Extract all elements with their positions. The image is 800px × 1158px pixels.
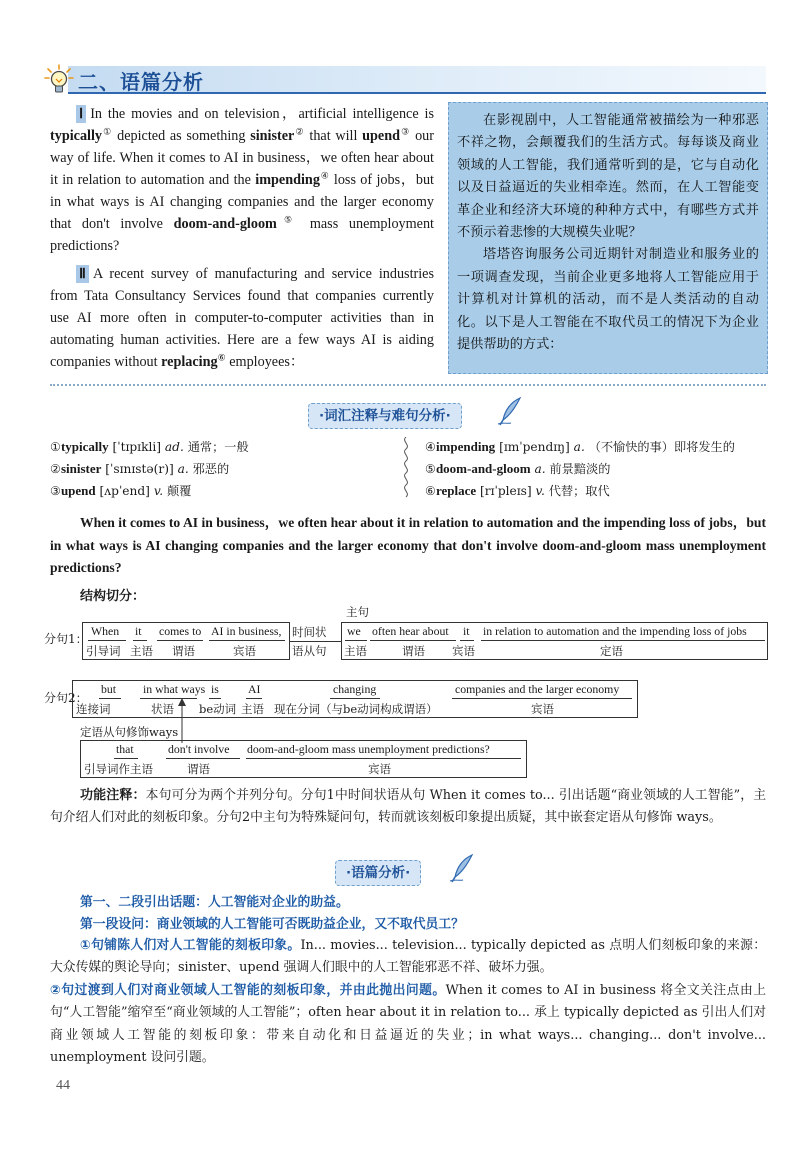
word-ai-in-business: AI in business, bbox=[211, 624, 282, 638]
vocab-section-title: ·词汇注释与难句分析· bbox=[308, 403, 462, 429]
underline bbox=[133, 640, 147, 641]
role-predicate: 谓语 bbox=[172, 644, 195, 658]
underline bbox=[99, 698, 121, 699]
label-adverbial-clause: 语从句 bbox=[292, 644, 327, 658]
word-it-object: it bbox=[463, 624, 470, 638]
vocab-entry: ③upend [ʌpˈend] v. 颠覆 bbox=[50, 483, 192, 498]
role-adverbial: 状语 bbox=[151, 702, 174, 716]
word-we: we bbox=[347, 624, 361, 638]
analysis-paragraph-1: ①句铺陈人们对人工智能的刻板印象。In... movies... television... typically depicted as 点明人们刻板印象的来源：大众传媒的舆论导向；sinister、upend 强调人们眼中的人工智能邪恶不祥、破坏力强。 ②句过渡到人们对商业领域人工智能的刻板印象，并由此抛出问题。When it comes to AI in business 将全文关注点由上句“人工智能”缩窄至“商业领域的人工智能”；often hear about it in relation to... 承上 typically depicted as 引出人们对商业领域人工智能的刻板印象：带来自动化和日益逼近的失业；in what ways... changing... don't involve... unemployment 设问引题。 bbox=[50, 938, 766, 1066]
role-guide-word: 引导词 bbox=[86, 644, 121, 658]
underline bbox=[246, 758, 521, 759]
underline bbox=[114, 758, 138, 759]
role-object: 宾语 bbox=[233, 644, 256, 658]
vocab-entry: ①typically [ˈtɪpɪkli] ad. 通常；一般 bbox=[50, 439, 249, 454]
paragraph-2-text: A recent survey of manufacturing and service industries from Tata Consultancy Services found that companies currently use AI more often in computer-to-computer activities than in automating human activities. Here are a few ways AI is aiding companies without replacing⑥ employees： bbox=[50, 266, 434, 370]
keyword: upend bbox=[362, 128, 400, 144]
clause-2-label: 分句2： bbox=[44, 691, 88, 705]
keyword: replacing bbox=[161, 354, 218, 370]
paragraph-2 bbox=[50, 263, 434, 373]
underline bbox=[481, 640, 765, 641]
lightbulb-icon bbox=[44, 64, 74, 96]
clause-1-label: 分句1： bbox=[44, 632, 88, 646]
underline bbox=[166, 758, 240, 759]
word-dont-involve: don't involve bbox=[168, 742, 230, 756]
keyword: doom-and-gloom bbox=[173, 216, 277, 232]
vocab-list-left bbox=[50, 436, 249, 502]
english-passage bbox=[50, 103, 434, 379]
word-that: that bbox=[116, 742, 134, 756]
role-guide-subject: 引导词作主语 bbox=[84, 762, 153, 776]
underline bbox=[209, 698, 221, 699]
underline bbox=[140, 698, 197, 699]
role-adverbial: 定语 bbox=[600, 644, 623, 658]
underline bbox=[209, 640, 285, 641]
footnote-marker: ① bbox=[102, 126, 113, 137]
function-note-text: 本句可分为两个并列分句。分句1中时间状语从句 When it comes to... 引出话题“商业领域的人工智能”，主句介绍人们对此的刻板印象。分句2中主句为特殊疑问句，转而就该刻板印象提出质疑，其中嵌套定语从句修饰 ways。 bbox=[50, 788, 766, 826]
vocab-list-right bbox=[425, 436, 735, 502]
word-when: When bbox=[91, 624, 120, 638]
word-comes-to: comes to bbox=[159, 624, 202, 638]
label-time-adverbial: 时间状 bbox=[292, 625, 327, 639]
relative-clause-note: 定语从句修饰ways bbox=[80, 725, 179, 739]
underline bbox=[345, 640, 367, 641]
page-number: 44 bbox=[56, 1078, 70, 1093]
footnote-marker: ⑥ bbox=[217, 352, 226, 363]
vocab-entry: ⑤doom-and-gloom a. 前景黯淡的 bbox=[425, 461, 611, 476]
main-clause-label: 主句 bbox=[346, 605, 369, 619]
paragraph-numeral: Ⅱ bbox=[76, 265, 89, 283]
translation-paragraph-1: 在影视剧中，人工智能通常被描绘为一种邪恶不祥之物，会颠覆我们的生活方式。每每谈及商业领域的人工智能，我们通常听到的是，它与自动化以及日益逼近的失业相牵连。然而，在人工智能变革企业和经济大环境的种种方式中，有哪些方式并不预示着悲惨的大规模失业呢？ bbox=[457, 113, 759, 241]
key-sentence: When it comes to AI in business，we often hear about it in relation to automation and the impending loss of jobs，but in what ways is AI changing companies and the larger economy that don't involve doom-and-gloom mass unemployment predictions? bbox=[50, 515, 766, 575]
structure-heading: 结构切分： bbox=[80, 589, 146, 604]
role-predicate: 谓语 bbox=[187, 762, 210, 776]
underline bbox=[370, 640, 456, 641]
analysis-section-title: ·语篇分析· bbox=[335, 860, 421, 886]
role-subject: 主语 bbox=[130, 644, 153, 658]
word-it: it bbox=[135, 624, 142, 638]
footnote-marker: ③ bbox=[400, 126, 411, 137]
translation-paragraph-2: 塔塔咨询服务公司近期针对制造业和服务业的一项调查发现，当前企业更多地将人工智能应用于计算机对计算机的活动，而不是人类活动的自动化。以下是人工智能在不取代员工的情况下为企业提供帮助的方式： bbox=[457, 247, 759, 353]
underline bbox=[88, 640, 126, 641]
vocab-entry: ④impending [ɪmˈpendɪŋ] a. （不愉快的事）即将发生的 bbox=[425, 439, 735, 454]
word-doom-and-gloom: doom-and-gloom mass unemployment predictions? bbox=[247, 742, 490, 756]
function-note bbox=[50, 785, 766, 830]
role-object: 宾语 bbox=[531, 702, 554, 716]
footnote-marker: ④ bbox=[319, 170, 330, 181]
dotted-separator bbox=[50, 384, 766, 386]
role-object: 宾语 bbox=[452, 644, 475, 658]
keyword: sinister bbox=[250, 128, 295, 144]
word-but: but bbox=[101, 682, 117, 696]
quill-pen-icon bbox=[449, 853, 475, 883]
function-note-label: 功能注释： bbox=[80, 788, 146, 803]
role-present-participle: 现在分词（与be动词构成谓语） bbox=[274, 702, 438, 716]
word-companies: companies and the larger economy bbox=[455, 682, 620, 696]
role-object: 宾语 bbox=[368, 762, 391, 776]
paragraph-1 bbox=[50, 103, 434, 257]
underline bbox=[157, 640, 203, 641]
footnote-marker: ② bbox=[294, 126, 305, 137]
quill-pen-icon bbox=[497, 396, 523, 426]
word-in-relation-to: in relation to automation and the impending loss of jobs bbox=[483, 624, 747, 638]
word-is: is bbox=[211, 682, 219, 696]
underline bbox=[330, 698, 380, 699]
paragraph-numeral: Ⅰ bbox=[76, 105, 86, 123]
role-subject: 主语 bbox=[344, 644, 367, 658]
keyword: typically bbox=[50, 128, 103, 144]
underline bbox=[460, 640, 474, 641]
vocab-entry: ⑥replace [rɪˈpleɪs] v. 代替；取代 bbox=[425, 483, 610, 498]
word-often-hear-about: often hear about bbox=[372, 624, 449, 638]
role-subject: 主语 bbox=[241, 702, 264, 716]
analysis-line-1: 第一、二段引出话题：人工智能对企业的助益。 bbox=[80, 895, 349, 910]
word-ai: AI bbox=[248, 682, 261, 696]
header-title: 二、语篇分析 bbox=[78, 70, 204, 94]
analysis-line-2: 第一段设问：商业领域的人工智能可否既助益企业，又不取代员工？ bbox=[80, 917, 464, 932]
translation-box bbox=[448, 102, 768, 374]
connector-line bbox=[290, 641, 341, 642]
underline bbox=[452, 698, 632, 699]
vocab-entry: ②sinister [ˈsɪnɪstə(r)] a. 邪恶的 bbox=[50, 461, 230, 476]
role-predicate: 谓语 bbox=[402, 644, 425, 658]
section-header bbox=[44, 64, 766, 96]
role-connective: 连接词 bbox=[76, 702, 111, 716]
underline bbox=[246, 698, 262, 699]
wavy-divider bbox=[399, 437, 413, 501]
word-changing: changing bbox=[333, 682, 377, 696]
word-in-what-ways: in what ways bbox=[143, 682, 206, 696]
footnote-marker: ⑤ bbox=[276, 214, 300, 225]
keyword: impending bbox=[255, 172, 320, 188]
paragraph-1-text: In the movies and on television，artificial intelligence is typically① depicted as something sinister② that will upend③ our way of life. When it comes to AI in business，we often hear about it in relation to automation and the impending④ loss of jobs，but in what ways is AI changing companies and the larger economy that don't involve doom-and-gloom⑤ mass unemployment predictions? bbox=[50, 106, 434, 254]
role-be-verb: be动词 bbox=[199, 702, 237, 716]
